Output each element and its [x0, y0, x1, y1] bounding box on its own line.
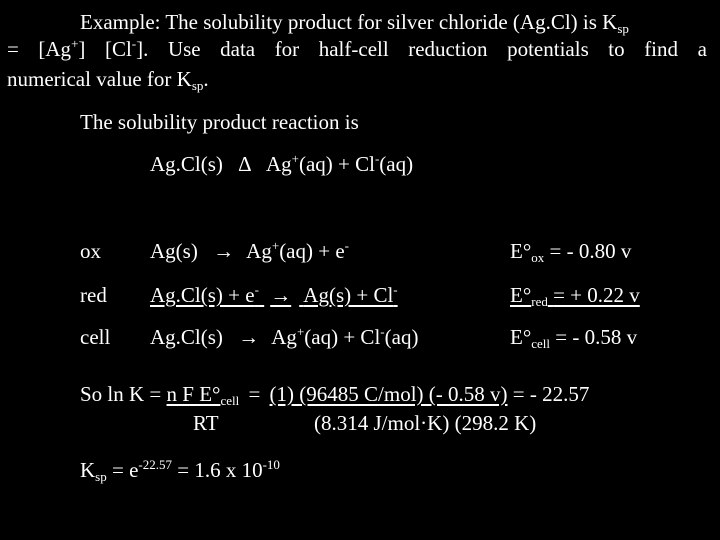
intro-line-1-sub: sp — [617, 21, 629, 36]
intro-line-3-end: . — [203, 67, 209, 91]
ox-half-reaction — [150, 238, 350, 263]
calc-num-text: n F E° — [166, 382, 221, 406]
cell-e-label: E° — [510, 325, 532, 349]
ox-e-sub: ox — [531, 250, 545, 265]
ox-e-label: E° — [510, 239, 532, 263]
intro-reduction: reduction — [408, 37, 488, 61]
cell-ag: Ag — [271, 325, 297, 349]
ox-potential — [510, 239, 632, 265]
calc-equals: = — [243, 382, 266, 406]
red-right-sup: - — [393, 282, 398, 297]
red-label: red — [80, 283, 107, 307]
cell-e-value: = - 0.58 v — [555, 325, 638, 349]
red-e-label: E° — [510, 283, 532, 307]
delta-symbol: Δ — [238, 152, 252, 176]
intro-use: Use — [167, 37, 201, 61]
cell-reaction — [150, 324, 419, 349]
intro-line-1 — [80, 10, 629, 36]
calc-rhs-end: = - 22.57 — [507, 382, 590, 406]
result-exp: -22.57 — [138, 457, 172, 472]
calc-prefix: So ln K = — [80, 382, 167, 406]
intro-find: find — [644, 37, 679, 61]
intro-cl-close: ]. — [136, 37, 149, 61]
intro-line-3-text: numerical value for K — [7, 67, 192, 91]
arrow-icon: → — [213, 239, 235, 263]
reaction-cl-sup: - — [374, 151, 380, 166]
reaction-equation — [150, 151, 414, 176]
intro-eq: = — [7, 37, 19, 61]
intro-cl-text: [Cl — [104, 37, 132, 61]
red-half-reaction — [150, 282, 398, 307]
ox-e-value: = - 0.80 v — [549, 239, 632, 263]
calc-denominator: RT — [193, 411, 219, 435]
calc-numerator — [167, 382, 240, 406]
ox-rest: (aq) + e — [279, 239, 345, 263]
cell-rest-end: (aq) — [384, 325, 419, 349]
reaction-ag: Ag — [265, 152, 292, 176]
calc-line-1 — [80, 382, 590, 408]
intro-ag-close: ] — [78, 37, 86, 61]
result-exp2: -10 — [262, 457, 280, 472]
cell-left: Ag.Cl(s) — [150, 325, 223, 349]
reaction-rest: (aq) + Cl — [298, 152, 375, 176]
calc-rhs-numerator: (1) (96485 C/mol) (- 0.58 v) — [269, 382, 508, 406]
reaction-cl-rest: (aq) — [379, 152, 414, 176]
cell-label: cell — [80, 325, 111, 349]
intro-ag-sup: + — [71, 36, 79, 51]
intro-line-3-sub: sp — [191, 78, 204, 93]
intro-line-3 — [7, 67, 209, 93]
intro-for: for — [274, 37, 300, 61]
intro-line-2 — [7, 36, 707, 61]
reaction-left: Ag.Cl(s) — [150, 152, 223, 176]
arrow-icon: → — [270, 283, 292, 307]
result-k-sub: sp — [95, 469, 107, 484]
result-mid: = 1.6 x 10 — [172, 458, 263, 482]
ox-ag-sup: + — [271, 238, 280, 253]
red-left: Ag.Cl(s) + e — [150, 283, 255, 307]
calc-rhs-denominator: (8.314 J/mol·K) (298.2 K) — [314, 411, 537, 435]
intro-cl-sup: - — [131, 36, 137, 51]
intro-ag-text: [Ag — [38, 37, 72, 61]
intro-to: to — [608, 37, 625, 61]
ox-ag: Ag — [246, 239, 272, 263]
intro-a: a — [697, 37, 707, 61]
result-k: K — [80, 458, 96, 482]
intro-half: half-cell — [318, 37, 389, 61]
reaction-heading: The solubility product reaction is — [80, 110, 359, 134]
cell-e-sub: cell — [531, 336, 550, 351]
ox-left: Ag(s) — [150, 239, 198, 263]
reaction-ag-sup: + — [291, 151, 299, 166]
red-right: Ag(s) + Cl — [303, 283, 394, 307]
red-e-sub: red — [531, 294, 548, 309]
cell-ag-sup: + — [296, 324, 305, 339]
result-eq: = e — [106, 458, 139, 482]
ox-label: ox — [80, 239, 101, 263]
intro-line-1-text: Example: The solubility product for silver chloride (Ag.Cl) is K — [80, 10, 618, 34]
cell-rest: (aq) + Cl — [304, 325, 381, 349]
calc-num-sub: cell — [220, 393, 240, 408]
intro-potentials: potentials — [507, 37, 589, 61]
red-potential — [510, 283, 640, 309]
red-e-value: = + 0.22 v — [553, 283, 640, 307]
result-line — [80, 457, 280, 484]
arrow-icon: → — [238, 325, 260, 349]
intro-data: data — [220, 37, 256, 61]
cell-potential — [510, 325, 638, 351]
intro-cl — [104, 36, 149, 61]
cell-rest-sup: - — [380, 324, 385, 339]
ox-rest-sup: - — [344, 238, 350, 253]
intro-ag — [38, 36, 86, 61]
red-left-sup: - — [254, 282, 259, 297]
